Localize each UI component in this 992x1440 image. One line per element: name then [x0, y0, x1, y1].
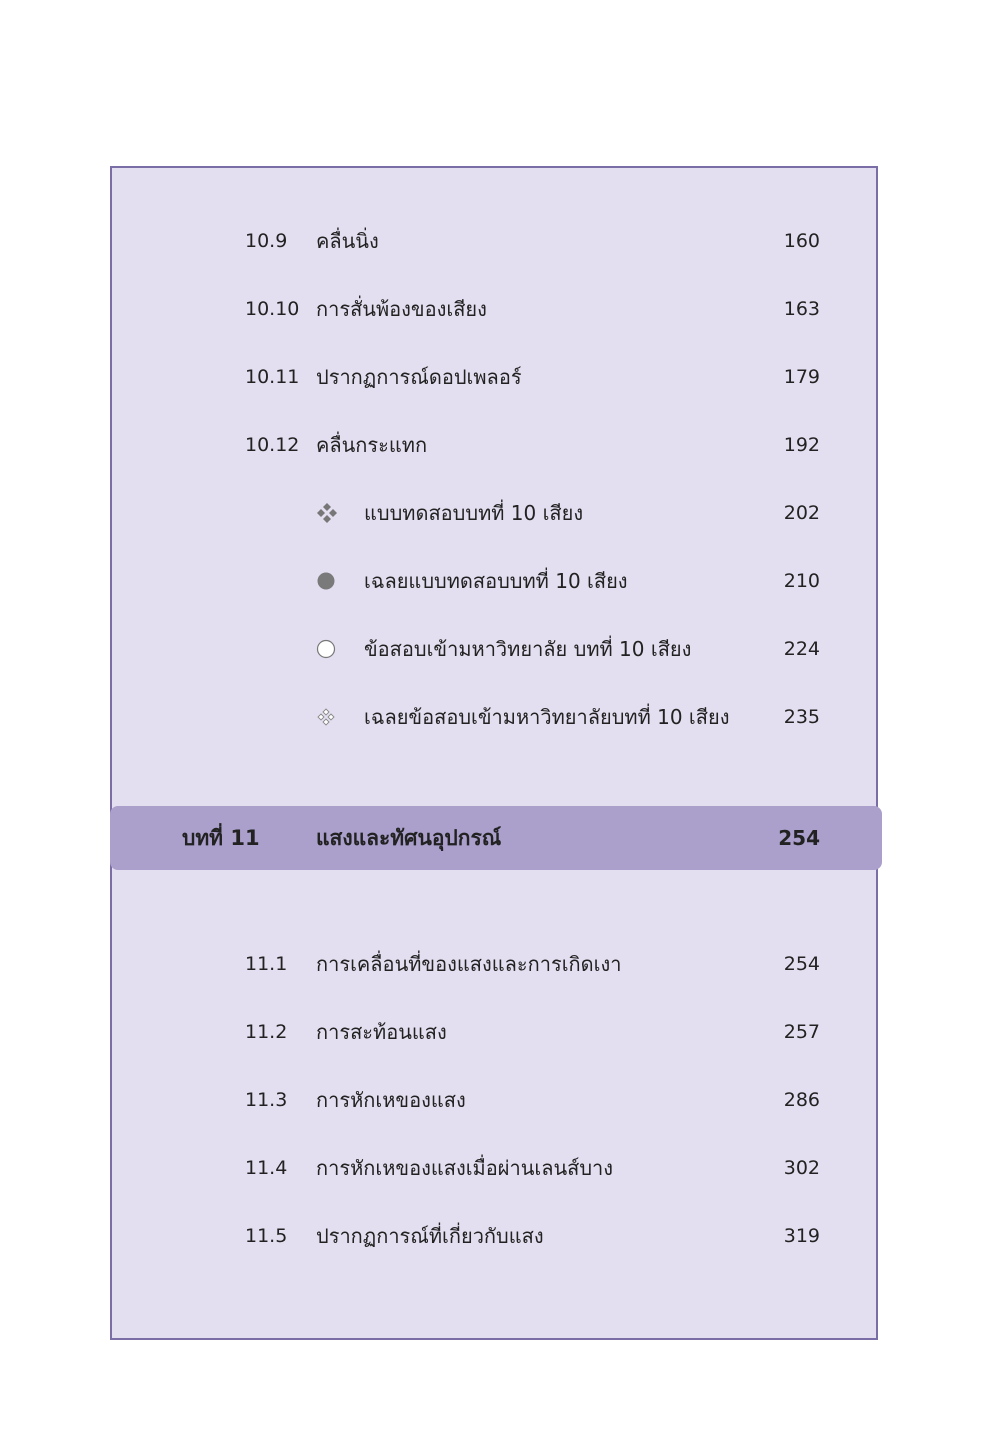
entry-number: 10.12: [245, 434, 300, 456]
chapter-title: แสงและทัศนอุปกรณ์: [316, 826, 502, 850]
chapter-label: บทที่ 11: [182, 826, 260, 850]
toc-bullet-entry[interactable]: [0, 697, 992, 737]
entry-title: คลื่นนิ่ง: [316, 229, 379, 253]
entry-title: การหักเหของแสงเมื่อผ่านเลนส์บาง: [316, 1156, 614, 1180]
toc-bullet-entry[interactable]: [0, 629, 992, 669]
entry-number: 11.5: [245, 1225, 288, 1247]
toc-entry[interactable]: [0, 944, 992, 984]
filled-circle-icon: [316, 570, 338, 592]
entry-page: 163: [783, 298, 820, 320]
entry-number: 10.11: [245, 366, 300, 388]
entry-number: 10.10: [245, 298, 300, 320]
toc-entry[interactable]: [0, 1148, 992, 1188]
chapter-page: 254: [778, 826, 820, 850]
toc-bullet-entry[interactable]: [0, 561, 992, 601]
entry-page: 235: [783, 706, 820, 728]
entry-title: การเคลื่อนที่ของแสงและการเกิดเงา: [316, 952, 622, 976]
toc-entry[interactable]: [0, 221, 992, 261]
entry-page: 257: [783, 1021, 820, 1043]
entry-title: ปรากฏการณ์ดอปเพลอร์: [316, 365, 522, 389]
entry-page: 319: [783, 1225, 820, 1247]
entry-number: 11.4: [245, 1157, 288, 1179]
entry-title: แบบทดสอบบทที่ 10 เสียง: [364, 501, 584, 525]
entry-number: 10.9: [245, 230, 288, 252]
toc-entry[interactable]: [0, 1080, 992, 1120]
open-four-diamond-icon: [316, 706, 338, 728]
entry-page: 202: [783, 502, 820, 524]
entry-page: 254: [783, 953, 820, 975]
entry-title: ข้อสอบเข้ามหาวิทยาลัย บทที่ 10 เสียง: [364, 637, 692, 661]
entry-page: 192: [783, 434, 820, 456]
toc-entry[interactable]: [0, 425, 992, 465]
toc-entry[interactable]: [0, 1012, 992, 1052]
entry-title: การหักเหของแสง: [316, 1088, 466, 1112]
entry-title: เฉลยข้อสอบเข้ามหาวิทยาลัยบทที่ 10 เสียง: [364, 705, 730, 729]
entry-page: 210: [783, 570, 820, 592]
toc-bullet-entry[interactable]: [0, 493, 992, 533]
entry-title: ปรากฏการณ์ที่เกี่ยวกับแสง: [316, 1224, 544, 1248]
open-circle-icon: [316, 638, 338, 660]
entry-page: 179: [783, 366, 820, 388]
entry-number: 11.2: [245, 1021, 288, 1043]
entry-page: 286: [783, 1089, 820, 1111]
entry-page: 224: [783, 638, 820, 660]
four-diamond-icon: [316, 502, 338, 524]
toc-entry[interactable]: [0, 357, 992, 397]
toc-entry[interactable]: [0, 289, 992, 329]
entry-title: เฉลยแบบทดสอบบทที่ 10 เสียง: [364, 569, 628, 593]
entry-number: 11.3: [245, 1089, 288, 1111]
toc-entry[interactable]: [0, 1216, 992, 1256]
entry-number: 11.1: [245, 953, 288, 975]
entry-page: 160: [783, 230, 820, 252]
entry-title: การสะท้อนแสง: [316, 1020, 447, 1044]
entry-title: คลื่นกระแทก: [316, 433, 428, 457]
entry-title: การสั่นพ้องของเสียง: [316, 297, 487, 321]
entry-page: 302: [783, 1157, 820, 1179]
